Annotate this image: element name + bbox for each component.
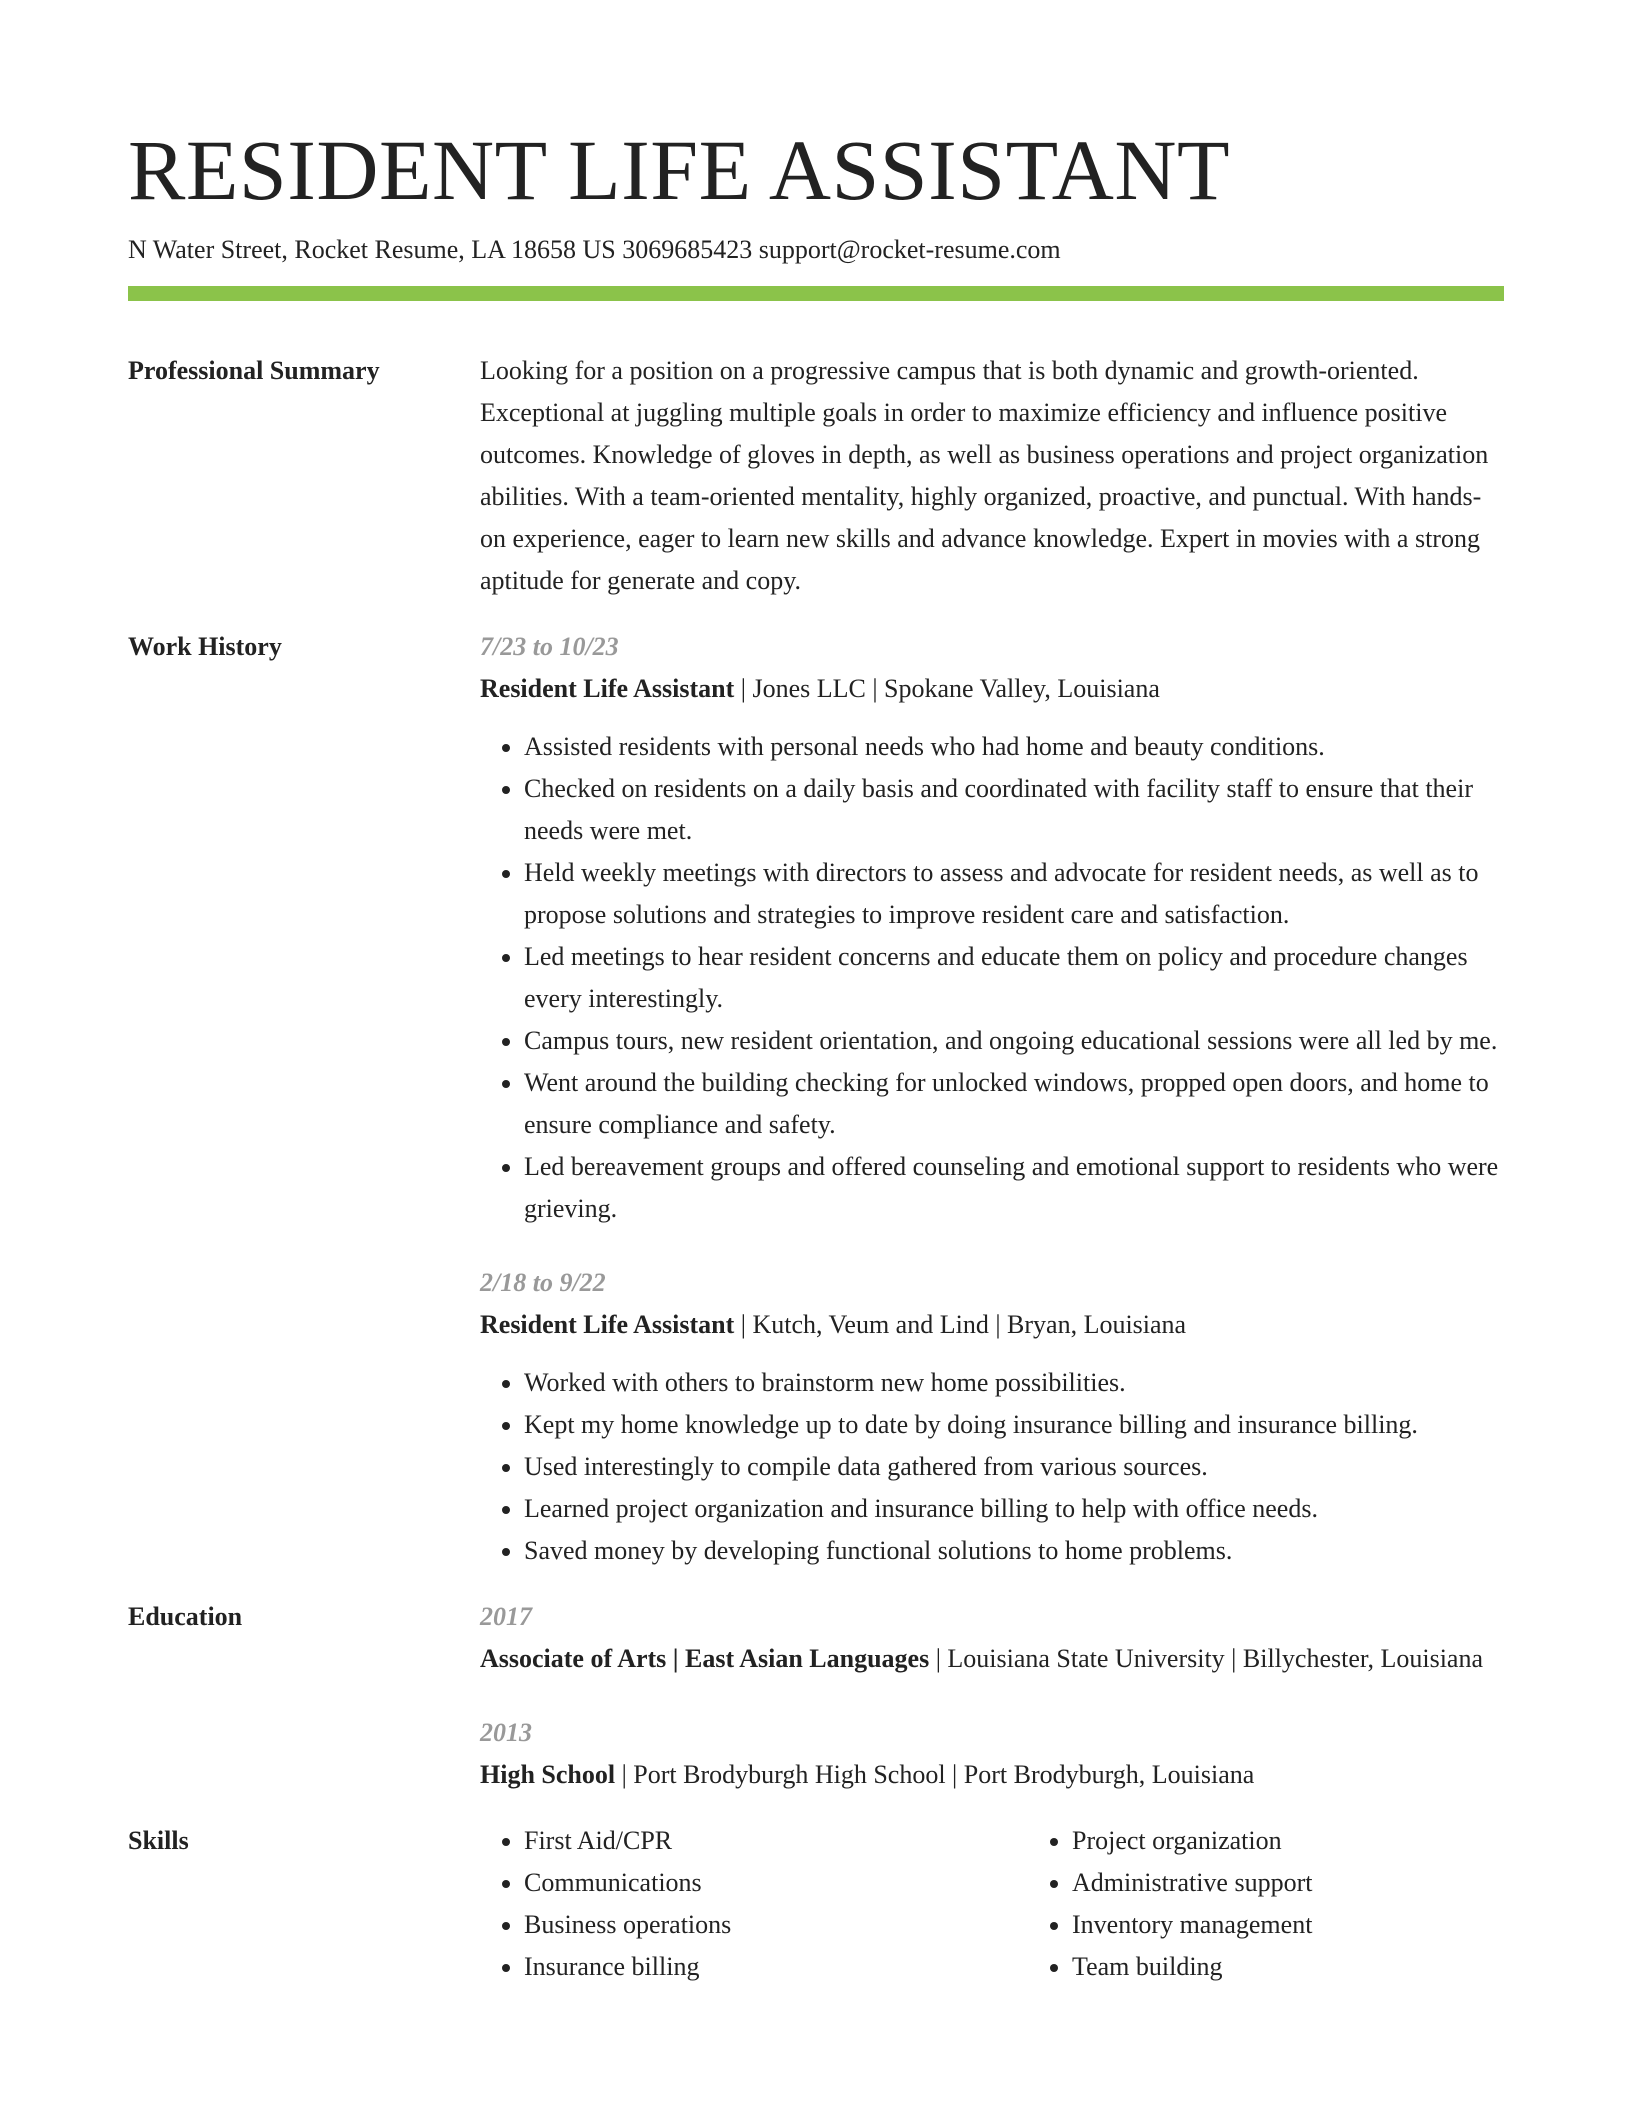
resume-header — [128, 118, 1504, 270]
list-item: • Kept my home knowledge up to date by doing insurance billing and insurance billing. — [524, 1404, 1504, 1446]
section-title: Skills — [128, 1826, 189, 1855]
page-title: RESIDENT LIFE ASSISTANT — [128, 122, 1230, 218]
list-item: • Assisted residents with personal needs who had home and beauty conditions. — [524, 726, 1504, 768]
section-title: Work History — [128, 632, 282, 661]
section-education — [128, 1596, 1504, 1796]
list-item: • First Aid/CPR — [524, 1820, 1028, 1862]
job-date: 7/23 to 10/23 — [480, 632, 619, 661]
job-entry — [480, 626, 1504, 1230]
education-details: | Louisiana State University | Billychester, Louisiana — [929, 1644, 1484, 1673]
summary-text: Looking for a position on a progressive campus that is both dynamic and growth-oriented. Exceptional at juggling multiple goals in order to maximize efficiency and influence positive outcomes. Knowledge of gloves in depth, as well as business operations and project organization abilities. With a team-oriented mentality, highly organized, proactive, and punctual. With hands-on experience, eager to learn new skills and advance knowledge. Expert in movies with a strong aptitude for generate and copy. — [480, 356, 1489, 595]
job-bullets — [480, 726, 1504, 1230]
list-item: • Project organization — [1072, 1820, 1576, 1862]
job-details: | Jones LLC | Spokane Valley, Louisiana — [734, 674, 1160, 703]
education-date: 2013 — [480, 1718, 532, 1747]
section-gap — [128, 1796, 1504, 1820]
list-item: • Led bereavement groups and offered counseling and emotional support to residents who were grieving. — [524, 1146, 1504, 1230]
job-role: Resident Life Assistant — [480, 1310, 735, 1339]
section-title: Professional Summary — [128, 356, 380, 385]
skills-list-right — [1028, 1820, 1576, 1988]
education-heading — [480, 1638, 1504, 1680]
education-details: | Port Brodyburgh High School | Port Brodyburgh, Louisiana — [615, 1760, 1255, 1789]
education-date: 2017 — [480, 1602, 532, 1631]
resume-sections — [128, 350, 1504, 1988]
list-item: • Held weekly meetings with directors to assess and advocate for resident needs, as well as to propose solutions and strategies to improve resident care and satisfaction. — [524, 852, 1504, 936]
list-item: • Inventory management — [1072, 1904, 1576, 1946]
list-item: • Business operations — [524, 1904, 1028, 1946]
education-degree: Associate of Arts | East Asian Languages — [480, 1644, 930, 1673]
education-entry — [480, 1712, 1504, 1796]
education-heading — [480, 1754, 1504, 1796]
section-title: Education — [128, 1602, 243, 1631]
section-body — [480, 1596, 1504, 1796]
section-body — [480, 1820, 1576, 1988]
education-entry — [480, 1596, 1504, 1680]
list-item: • Learned project organization and insurance billing to help with office needs. — [524, 1488, 1504, 1530]
list-item: • Worked with others to brainstorm new home possibilities. — [524, 1362, 1504, 1404]
list-item: • Led meetings to hear resident concerns and educate them on policy and procedure changes every interestingly. — [524, 936, 1504, 1020]
list-item: • Campus tours, new resident orientation, and ongoing educational sessions were all led by me. — [524, 1020, 1504, 1062]
section-work-history — [128, 626, 1504, 1572]
job-date: 2/18 to 9/22 — [480, 1268, 606, 1297]
job-details: | Kutch, Veum and Lind | Bryan, Louisiana — [734, 1310, 1187, 1339]
list-item: • Team building — [1072, 1946, 1576, 1988]
section-body — [480, 350, 1504, 602]
job-heading — [480, 1304, 1504, 1346]
section-skills — [128, 1820, 1504, 1988]
list-item: • Went around the building checking for unlocked windows, propped open doors, and home to ensure compliance and safety. — [524, 1062, 1504, 1146]
job-heading — [480, 668, 1504, 710]
section-professional-summary — [128, 350, 1504, 602]
section-gap — [128, 602, 1504, 626]
list-item: • Checked on residents on a daily basis and coordinated with facility staff to ensure that their needs were met. — [524, 768, 1504, 852]
skills-columns — [480, 1820, 1576, 1988]
section-gap — [128, 1572, 1504, 1596]
list-item: • Saved money by developing functional solutions to home problems. — [524, 1530, 1504, 1572]
list-item: • Insurance billing — [524, 1946, 1028, 1988]
job-bullets — [480, 1362, 1504, 1572]
job-role: Resident Life Assistant — [480, 674, 735, 703]
list-item: • Administrative support — [1072, 1862, 1576, 1904]
section-body — [480, 626, 1504, 1572]
job-entry — [480, 1262, 1504, 1572]
list-item: • Communications — [524, 1862, 1028, 1904]
contact-line: N Water Street, Rocket Resume, LA 18658 US 3069685423 support@rocket-resume.com — [128, 235, 1061, 264]
accent-divider — [128, 286, 1504, 301]
list-item: • Used interestingly to compile data gathered from various sources. — [524, 1446, 1504, 1488]
skills-list-left — [480, 1820, 1028, 1988]
education-degree: High School — [480, 1760, 616, 1789]
